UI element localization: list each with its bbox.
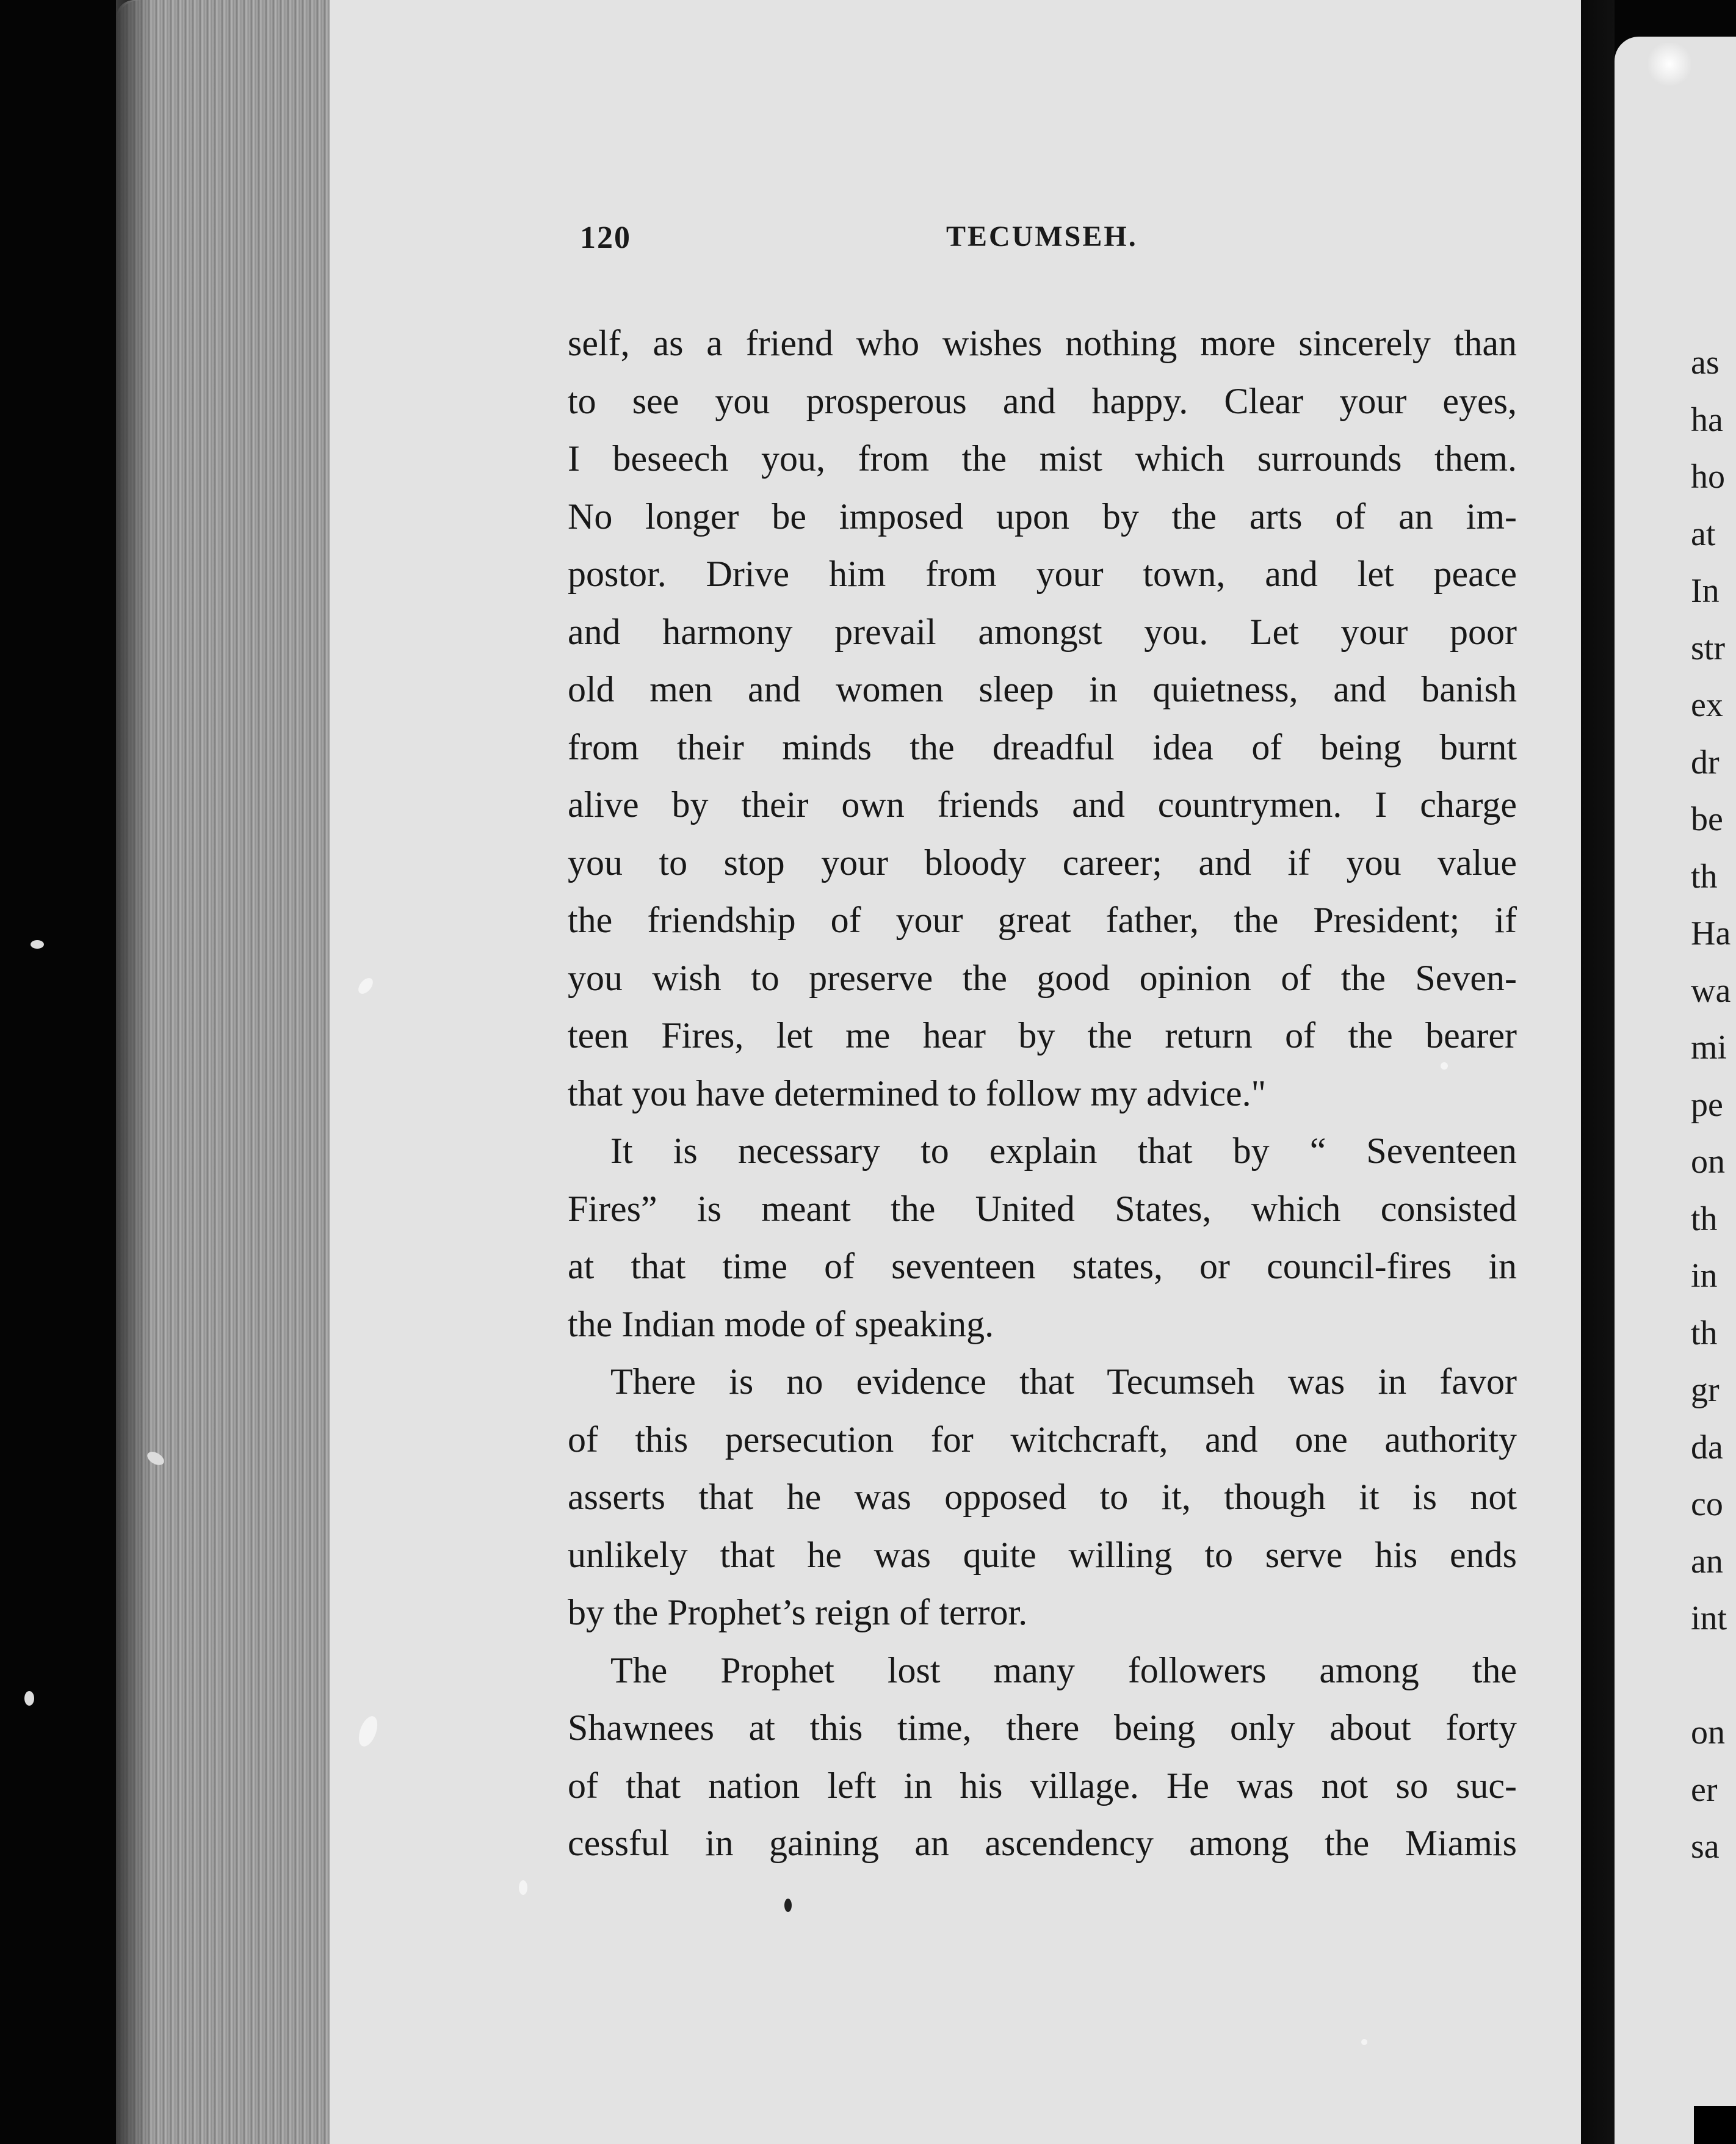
fragment: on <box>1691 1714 1725 1751</box>
text-line: postor. Drive him from your town, and let peace <box>568 554 1517 594</box>
running-head: TECUMSEH. <box>946 220 1138 253</box>
fragment: be <box>1691 800 1723 838</box>
facing-page-text-fragments <box>1691 335 1736 1876</box>
fragment: at <box>1691 515 1716 553</box>
fragment: da <box>1691 1428 1723 1466</box>
text-line: It is necessary to explain that by “ Seventeen <box>610 1131 1517 1171</box>
text-line: asserts that he was opposed to it, though it is not <box>568 1477 1517 1517</box>
paragraph-speech <box>568 314 1517 1122</box>
text-line: Fires” is meant the United States, which consisted <box>568 1188 1517 1229</box>
page-number: 120 <box>580 220 631 255</box>
fragment: sa <box>1691 1828 1720 1866</box>
text-line: the friendship of your great father, the President; if <box>568 900 1517 940</box>
fragment: gr <box>1691 1371 1720 1409</box>
text-line: of this persecution for witchcraft, and one authority <box>568 1419 1517 1460</box>
text-line: There is no evidence that Tecumseh was in favor <box>610 1361 1517 1402</box>
text-line: to see you prosperous and happy. Clear your eyes, <box>568 380 1517 421</box>
scan-speck <box>31 940 44 949</box>
fragment: Ha <box>1691 914 1731 952</box>
facing-page-corner <box>1694 2106 1736 2144</box>
fragment: wa <box>1691 971 1731 1010</box>
text-line: self, as a friend who wishes nothing more sincerely than <box>568 323 1517 363</box>
paragraph-prophet-followers <box>568 1642 1517 1872</box>
text-line: Shawnees at this time, there being only about forty <box>568 1708 1517 1748</box>
fragment: on <box>1691 1143 1725 1181</box>
text-line: that you have determined to follow my advice." <box>568 1073 1267 1114</box>
text-line: and harmony prevail amongst you. Let your poor <box>568 611 1517 652</box>
scan-speck <box>1361 2039 1367 2045</box>
fragment: er <box>1691 1770 1718 1809</box>
book-gutter <box>1581 0 1615 2144</box>
page-body <box>568 314 1517 1872</box>
fragment: as <box>1691 344 1720 382</box>
fragment: ex <box>1691 686 1723 724</box>
page-header <box>574 220 1550 263</box>
fragment: th <box>1691 1200 1718 1238</box>
fragment: in <box>1691 1257 1718 1295</box>
fragment: th <box>1691 1314 1718 1352</box>
text-line: by the Prophet’s reign of terror. <box>568 1592 1028 1632</box>
text-line: alive by their own friends and countrymen. I charge <box>568 784 1517 825</box>
text-line: at that time of seventeen states, or council-fires in <box>568 1246 1517 1286</box>
text-line: teen Fires, let me hear by the return of the bearer <box>568 1015 1517 1056</box>
fragment: pe <box>1691 1085 1723 1124</box>
paragraph-seventeen-fires <box>568 1122 1517 1353</box>
fragment: dr <box>1691 743 1720 781</box>
text-line: No longer be imposed upon by the arts of an im- <box>568 496 1517 537</box>
fragment: ha <box>1691 400 1723 439</box>
fragment: th <box>1691 857 1718 896</box>
scan-speck <box>24 1691 34 1706</box>
paragraph-witchcraft <box>568 1353 1517 1642</box>
fragment-gap <box>1691 1648 1736 1705</box>
text-line: unlikely that he was quite willing to serve his ends <box>568 1534 1517 1575</box>
text-line: old men and women sleep in quietness, and banish <box>568 669 1517 709</box>
text-line: you wish to preserve the good opinion of the Seven- <box>568 957 1517 998</box>
scan-speck <box>784 1899 792 1912</box>
text-line: of that nation left in his village. He was not so suc- <box>568 1765 1517 1806</box>
text-line: you to stop your bloody career; and if you value <box>568 842 1517 883</box>
text-line: the Indian mode of speaking. <box>568 1303 994 1344</box>
fragment: co <box>1691 1485 1723 1523</box>
scan-speck <box>1441 1062 1448 1070</box>
fragment: ho <box>1691 458 1725 496</box>
scan-glare <box>1648 43 1691 85</box>
page-edge-shadow <box>116 0 153 2144</box>
scan-speck <box>519 1880 527 1895</box>
text-line: cessful in gaining an ascendency among the Miamis <box>568 1823 1517 1863</box>
fragment: str <box>1691 629 1725 667</box>
fragment: int <box>1691 1599 1727 1637</box>
text-line: The Prophet lost many followers among the <box>610 1650 1517 1690</box>
fragment: an <box>1691 1542 1723 1581</box>
text-line: from their minds the dreadful idea of being burnt <box>568 726 1517 767</box>
fragment: In <box>1691 572 1720 610</box>
fragment: mi <box>1691 1029 1727 1067</box>
text-line: I beseech you, from the mist which surrounds them. <box>568 438 1517 479</box>
